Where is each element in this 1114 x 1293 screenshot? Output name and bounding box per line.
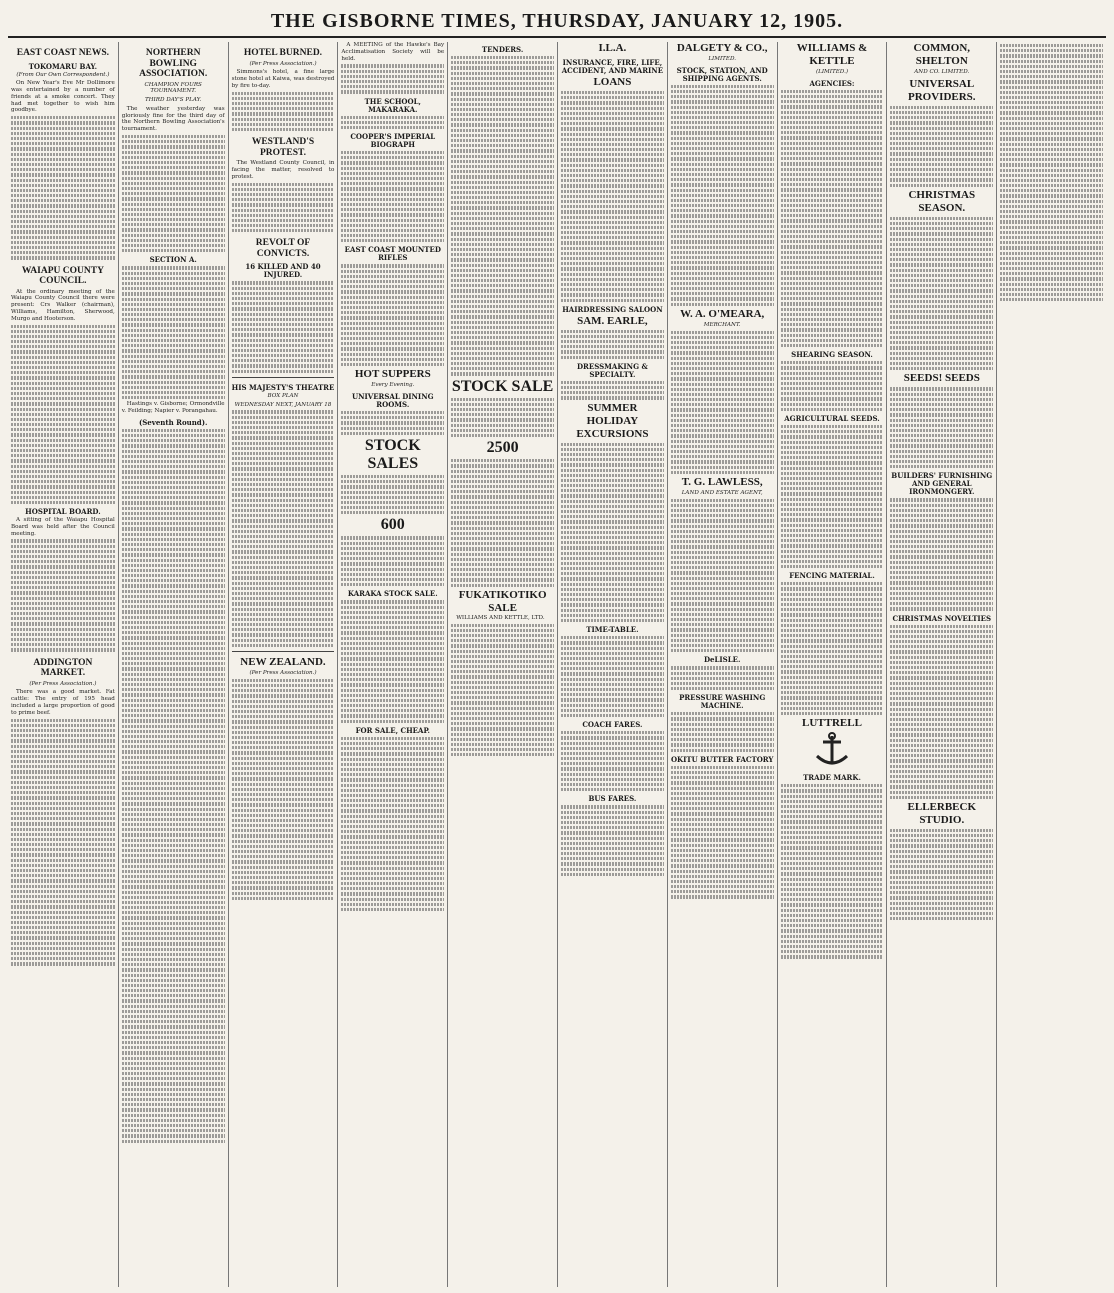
notice-title: EAST COAST MOUNTED RIFLES [344, 245, 441, 263]
ad-title: I.L.A. [598, 42, 627, 54]
text-block [341, 64, 444, 93]
ad-subtitle: MERCHANT. [703, 321, 741, 328]
text-block [341, 536, 444, 586]
text-block [451, 459, 554, 587]
ad-subtitle: INSURANCE, FIRE, LIFE, ACCIDENT, AND MARINE [561, 58, 664, 75]
ad-title: PRESSURE WASHING MACHINE. [679, 693, 766, 711]
text-block [781, 425, 884, 568]
text-block [451, 624, 554, 757]
text-block [341, 411, 444, 435]
text-block [341, 600, 444, 723]
results-table [122, 266, 225, 399]
ad-title: DeLISLE. [703, 655, 741, 665]
ad-date: WEDNESDAY NEXT, JANUARY 18 [234, 401, 332, 408]
notice-title: THE SCHOOL, MAKARAKA. [364, 96, 421, 114]
ad-title: HIS MAJESTY'S THEATRE [231, 382, 335, 392]
headline: WAIAPU COUNTY COUNCIL. [21, 265, 104, 287]
ad-text [232, 410, 335, 647]
text-block [890, 498, 993, 610]
ad-number: 600 [380, 516, 405, 534]
ad-subtitle: AND CO. LIMITED. [914, 69, 970, 75]
text-block [890, 217, 993, 371]
text-block [890, 829, 993, 920]
ad-title: COMMON, SHELTON [913, 42, 971, 67]
column-3 [228, 42, 338, 1287]
text-block [1000, 44, 1103, 301]
text-block [341, 737, 444, 911]
text-block [781, 784, 884, 958]
subheadline: CHAMPION FOURS TOURNAMENT. [144, 81, 202, 95]
text-block [451, 56, 554, 376]
text-block [890, 625, 993, 799]
ad-title: DRESSMAKING & SPECIALTY. [576, 361, 648, 379]
ad-number: 2500 [486, 439, 519, 457]
ad-title: SAM. EARLE, [577, 314, 648, 327]
theatre-advertisement [232, 377, 335, 652]
column-7 [667, 42, 777, 1287]
text-block [341, 475, 444, 515]
text-block [232, 281, 335, 372]
ad-title: KARAKA STOCK SALE. [347, 589, 438, 599]
ad-title: UNIVERSAL DINING ROOMS. [351, 392, 434, 409]
column-8 [777, 42, 887, 1287]
text-block [561, 805, 664, 876]
text-block [451, 398, 554, 438]
byline: (From Our Own Correspondent.) [16, 71, 110, 78]
subheadline: TOKOMARU BAY. [28, 61, 98, 71]
ad-title: BUILDERS' FURNISHING AND GENERAL IRONMONGERY. [891, 471, 993, 497]
headline: HOTEL BURNED. [243, 48, 323, 58]
text-block [232, 92, 335, 132]
notice-title: COOPER'S IMPERIAL BIOGRAPH [350, 132, 436, 150]
ad-title: STOCK, STATION, AND SHIPPING AGENTS. [676, 65, 768, 83]
text-block [890, 387, 993, 468]
column-9 [886, 42, 996, 1287]
column-5 [447, 42, 557, 1287]
text-block [561, 330, 664, 359]
headline: HOSPITAL BOARD. [25, 507, 101, 517]
text-block [890, 106, 993, 187]
notice-title: TENDERS. [481, 45, 524, 54]
ad-title: OKITU BUTTER FACTORY [670, 754, 774, 764]
ad-subtitle: TRADE MARK. [803, 773, 861, 783]
text-block [11, 325, 115, 505]
section-title: SECTION A. [149, 255, 197, 265]
text-block [122, 429, 225, 1143]
section-title: (Seventh Round). [138, 417, 208, 427]
article-text: Simmons's hotel, a fine large stone hotel at Kaiwa, was destroyed by fire to-day. [231, 69, 335, 89]
ad-subtitle: (LIMITED.) [815, 69, 849, 75]
text-block [11, 539, 115, 651]
byline: (Per Press Association.) [29, 680, 97, 687]
article-text: On New Year's Eve Mr Dollimore was entertained by a number of friends at a smoke concert. They had met together to wish him goodbye. [11, 80, 115, 114]
text-block [671, 712, 774, 752]
ad-title: UNIVERSAL PROVIDERS. [908, 77, 976, 103]
column-6 [557, 42, 667, 1287]
ad-title: SHEARING SEASON. [791, 350, 873, 360]
ad-title: BUS FARES. [588, 794, 637, 804]
text-block [671, 331, 774, 474]
headline: WESTLAND'S PROTEST. [251, 137, 315, 158]
column-1 [8, 42, 118, 1287]
article-text: The Westland County Council, in facing the matter, resolved to protest. [231, 160, 335, 180]
trade-mark-logo [781, 730, 884, 770]
ad-subtitle: BOX PLAN [267, 392, 299, 399]
subheadline: 16 KILLED AND 40 INJURED. [245, 262, 321, 280]
column-2 [118, 42, 228, 1287]
text-block [671, 85, 774, 306]
ad-title: LUTTRELL [802, 717, 862, 730]
ad-title: SEEDS! SEEDS [903, 372, 980, 385]
ad-title: WILLIAMS & KETTLE [796, 42, 868, 67]
text-block [671, 766, 774, 899]
ad-title: ELLERBECK STUDIO. [907, 800, 977, 826]
article-text: The weather yesterday was gloriously fine for the third day of the Northern Bowling Association's tournament. [121, 105, 225, 133]
byline: (Per Press Association.) [249, 670, 317, 677]
ad-title: HOT SUPPERS [354, 368, 431, 381]
text-block [341, 116, 444, 130]
ad-subtitle: Every Evening. [371, 382, 415, 389]
ad-title: LOANS [593, 76, 632, 88]
ad-title: STOCK SALES [364, 436, 421, 472]
column-4 [337, 42, 447, 1287]
ad-title: FOR SALE, CHEAP. [355, 725, 430, 735]
subheadline: THIRD DAY'S PLAY. [144, 97, 202, 104]
ad-title: STOCK SALE [451, 377, 554, 395]
text-block [561, 443, 664, 623]
text-block [561, 381, 664, 400]
ad-title: FENCING MATERIAL. [789, 571, 875, 581]
article-text: Hastings v. Gisborne; Ormondville v. Feilding; Napier v. Porangahau. [121, 401, 225, 415]
ad-title: COACH FARES. [582, 720, 643, 730]
text-block [671, 499, 774, 653]
fares-table [561, 731, 664, 791]
ad-title: T. G. LAWLESS, [681, 475, 763, 488]
timetable [561, 636, 664, 717]
text-block [781, 582, 884, 715]
ad-title: TIME-TABLE. [586, 625, 639, 635]
headline: NORTHERN BOWLING ASSOCIATION. [139, 48, 208, 79]
text-block [11, 719, 115, 966]
text-block [341, 151, 444, 242]
column-10 [996, 42, 1106, 1287]
text-block [232, 679, 335, 900]
text-block [781, 361, 884, 411]
ad-title: HAIRDRESSING SALOON [562, 304, 663, 314]
ad-title: W. A. O'MEARA, [680, 307, 765, 320]
text-block [11, 116, 115, 259]
text-block [561, 91, 664, 302]
article-text: There was a good market. Fat cattle: The entry of 195 head included a large proportion of good to prime beef. [11, 689, 115, 716]
ad-title: CHRISTMAS SEASON. [908, 188, 976, 214]
text-block [781, 90, 884, 347]
headline: NEW ZEALAND. [240, 656, 326, 669]
article-text: A sitting of the Waiapu Hospital Board was held after the Council meeting. [11, 517, 115, 537]
headline: REVOLT OF CONVICTS. [255, 238, 311, 259]
ad-title: AGENCIES: [809, 78, 855, 88]
text-block [671, 666, 774, 690]
ad-title: FUKATIKOTIKO SALE [458, 588, 547, 614]
article-text: At the ordinary meeting of the Waiapu County Council there were present: Crs Walker (chairman), Williams, Hamilton, Sherwood, Murgo and Hooterson. [11, 288, 115, 322]
ad-text: WILLIAMS AND KETTLE, LTD. [456, 614, 545, 621]
ad-title: SUMMER HOLIDAY EXCURSIONS [576, 401, 649, 440]
text-block [232, 183, 335, 233]
ad-title: CHRISTMAS NOVELTIES [892, 613, 992, 623]
ad-title: DALGETY & CO., [676, 42, 768, 54]
ad-title: AGRICULTURAL SEEDS. [784, 414, 880, 424]
masthead: THE GISBORNE TIMES, THURSDAY, JANUARY 12, 1905. [8, 6, 1106, 38]
text-block [122, 135, 225, 252]
anchor-logo-icon [797, 732, 867, 768]
text-block [341, 264, 444, 366]
headline: EAST COAST NEWS. [16, 48, 110, 58]
ad-subtitle: LIMITED. [708, 56, 737, 62]
byline: (Per Press Association.) [249, 60, 317, 67]
ad-subtitle: LAND AND ESTATE AGENT, [681, 489, 763, 496]
notice-text: A MEETING of the Hawke's Bay Acclimatisation Society will be held. [341, 42, 445, 62]
columns [8, 42, 1106, 1287]
headline: ADDINGTON MARKET. [33, 657, 93, 679]
